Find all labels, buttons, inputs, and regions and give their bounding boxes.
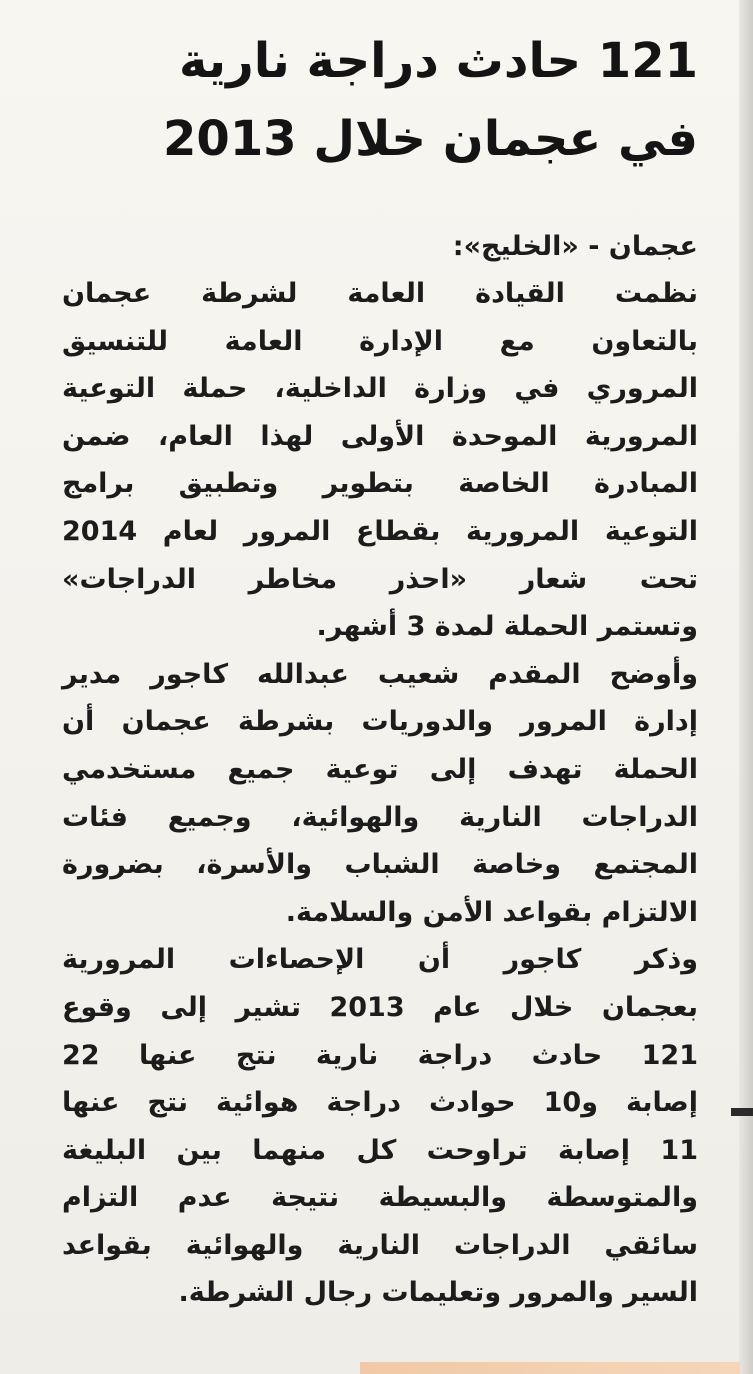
text-line: المجتمع وخاصة الشباب والأسرة، بضرورة	[62, 849, 698, 881]
text-line: المروري في وزارة الداخلية، حملة التوعية	[62, 373, 698, 405]
paragraph-3	[62, 936, 698, 1317]
text-line: بالتعاون مع الإدارة العامة للتنسيق	[62, 325, 698, 357]
text-line: وتستمر الحملة لمدة 3 أشهر.	[316, 611, 698, 643]
text-line: إدارة المرور والدوريات بشرطة عجمان أن	[62, 706, 698, 738]
text-line: السير والمرور وتعليمات رجال الشرطة.	[178, 1277, 698, 1309]
headline-line-2: في عجمان خلال 2013	[163, 111, 698, 167]
text-line: الحملة تهدف إلى توعية جميع مستخدمي	[62, 753, 698, 785]
text-line: سائقي الدراجات النارية والهوائية بقواعد	[62, 1229, 698, 1261]
text-line: وأوضح المقدم شعيب عبدالله كاجور مدير	[62, 658, 698, 690]
article	[62, 22, 698, 1317]
headline-line-1: 121 حادث دراجة نارية	[178, 33, 698, 89]
text-line: التوعية المرورية بقطاع المرور لعام 2014	[62, 515, 698, 547]
text-line: والمتوسطة والبسيطة نتيجة عدم التزام	[62, 1182, 698, 1214]
text-line: بعجمان خلال عام 2013 تشير إلى وقوع	[62, 991, 698, 1023]
article-headline	[62, 22, 698, 178]
article-byline: عجمان - «الخليج»:	[452, 231, 698, 262]
text-line: المرورية الموحدة الأولى لهذا العام، ضمن	[62, 420, 698, 452]
text-line: المبادرة الخاصة بتطوير وتطبيق برامج	[62, 468, 698, 500]
text-line: 121 حادث دراجة نارية نتج عنها 22	[62, 1039, 698, 1071]
adjacent-article-strip	[360, 1362, 740, 1374]
paragraph-2	[62, 651, 698, 937]
paragraph-1	[62, 270, 698, 651]
text-line: الدراجات النارية والهوائية، وجميع فئات	[62, 801, 698, 833]
text-line: وذكر كاجور أن الإحصاءات المرورية	[62, 944, 698, 976]
scan-edge-mark	[731, 1108, 753, 1116]
paper-edge	[739, 0, 753, 1374]
text-line: نظمت القيادة العامة لشرطة عجمان	[62, 278, 698, 309]
text-line: إصابة و10 حوادث دراجة هوائية نتج عنها	[62, 1087, 698, 1119]
text-line: 11 إصابة تراوحت كل منهما بين البليغة	[62, 1134, 698, 1166]
article-body	[62, 270, 698, 1317]
text-line: الالتزام بقواعد الأمن والسلامة.	[285, 896, 698, 928]
text-line: تحت شعار «احذر مخاطر الدراجات»	[62, 563, 698, 595]
